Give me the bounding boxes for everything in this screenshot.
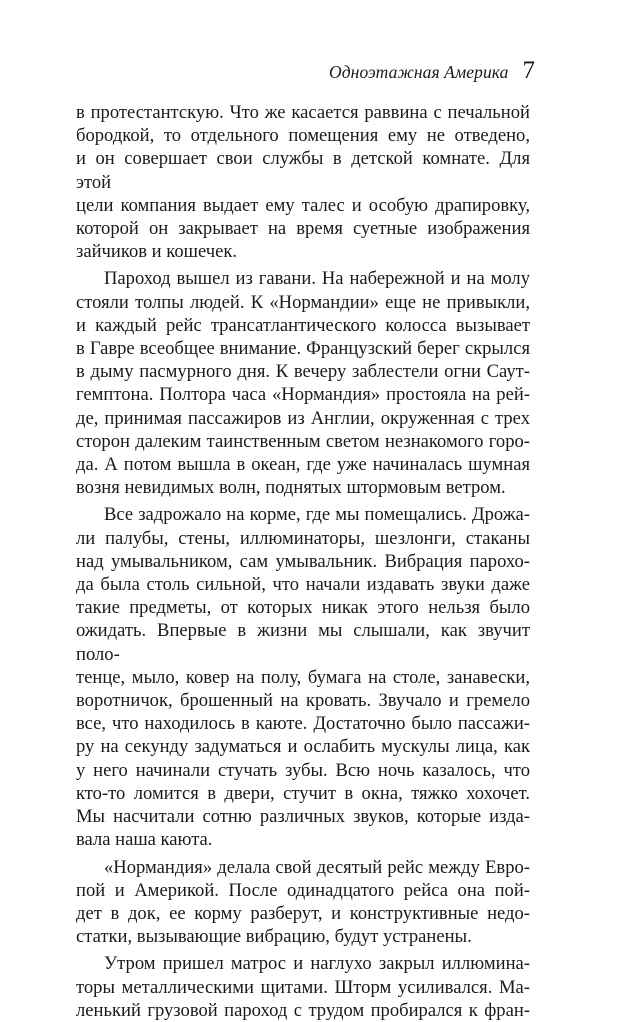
text-line: в Гавре всеобщее внимание. Французский берег скрылся — [76, 338, 530, 360]
text-line: все, что находилось в каюте. Достаточно было пассажи- — [76, 713, 530, 735]
text-line: над умывальником, сам умывальник. Вибрация парохо- — [76, 550, 530, 572]
text-line: Утром пришел матрос и наглухо закрыл иллюмина- — [104, 953, 530, 975]
text-line: воротничок, брошенный на кровать. Звучало и гремело — [76, 690, 530, 712]
text-line: пой и Америкой. После одинадцатого рейса она пой- — [76, 879, 530, 901]
text-line: дет в док, ее корму разберут, и конструктивные недо- — [76, 902, 530, 924]
text-line: кто-то ломится в двери, стучит в окна, тяжко хохочет. — [76, 782, 530, 804]
text-line: которой он закрывает на время суетные изображения — [76, 218, 530, 240]
text-line: гемптона. Полтора часа «Нормандия» простояла на рей- — [76, 384, 530, 406]
running-header — [329, 58, 535, 83]
page-number: 7 — [522, 57, 535, 84]
text-line: де, принимая пассажиров из Англии, окруженная с трех — [76, 407, 530, 429]
text-line: возня невидимых волн, поднятых штормовым ветром. — [76, 477, 506, 499]
text-line: Пароход вышел из гавани. На набережной и на молу — [104, 268, 530, 290]
text-line: Все задрожало на корме, где мы помещались. Дрожа- — [104, 504, 530, 526]
text-line: да была столь сильной, что начали издавать звуки даже — [76, 574, 530, 596]
text-line: да. А потом вышла в океан, где уже начиналась шумная — [76, 454, 530, 476]
text-line: цели компания выдает ему талес и особую драпировку, — [76, 194, 530, 216]
text-line: у него начинали стучать зубы. Всю ночь казалось, что — [76, 759, 530, 781]
text-line: ли палубы, стены, иллюминаторы, шезлонги, стаканы — [76, 527, 530, 549]
text-line: тенце, мыло, ковер на полу, бумага на столе, занавески, — [76, 666, 530, 688]
text-line: зайчиков и кошечек. — [76, 241, 238, 263]
text-line: и он совершает свои службы в детской комнате. Для этой — [76, 148, 530, 193]
text-line: Мы насчитали сотню различных звуков, которые изда- — [76, 806, 530, 828]
text-line: сторон далеким таинственным светом незнакомого горо- — [76, 430, 530, 452]
text-line: такие предметы, от которых никак этого нельзя было — [76, 597, 530, 619]
text-line: торы металлическими щитами. Шторм усиливался. Ма- — [76, 976, 530, 998]
text-line: в дыму пасмурного дня. К вечеру заблестели огни Саут- — [76, 361, 530, 383]
text-line: вала наша каюта. — [76, 829, 213, 851]
text-line: ру на секунду задуматься и ослабить мускулы лица, как — [76, 736, 530, 758]
body-text — [76, 101, 530, 1022]
text-line: стояли толпы людей. К «Нормандии» еще не привыкли, — [76, 291, 530, 313]
text-line: ленький грузовой пароход с трудом пробирался к фран- — [76, 999, 530, 1021]
text-line: и каждый рейс трансатлантического колосса вызывает — [76, 314, 530, 336]
running-title: Одноэтажная Америка — [328, 62, 509, 82]
text-line: в протестантскую. Что же касается раввина с печальной — [76, 102, 530, 123]
text-line: статки, вызывающие вибрацию, будут устранены. — [76, 926, 472, 948]
text-line: «Нормандия» делала свой десятый рейс между Евро- — [104, 856, 530, 878]
text-line: бородкой, то отдельного помещения ему не отведено, — [76, 125, 530, 147]
text-line: ожидать. Впервые в жизни мы слышали, как звучит поло- — [76, 620, 530, 665]
